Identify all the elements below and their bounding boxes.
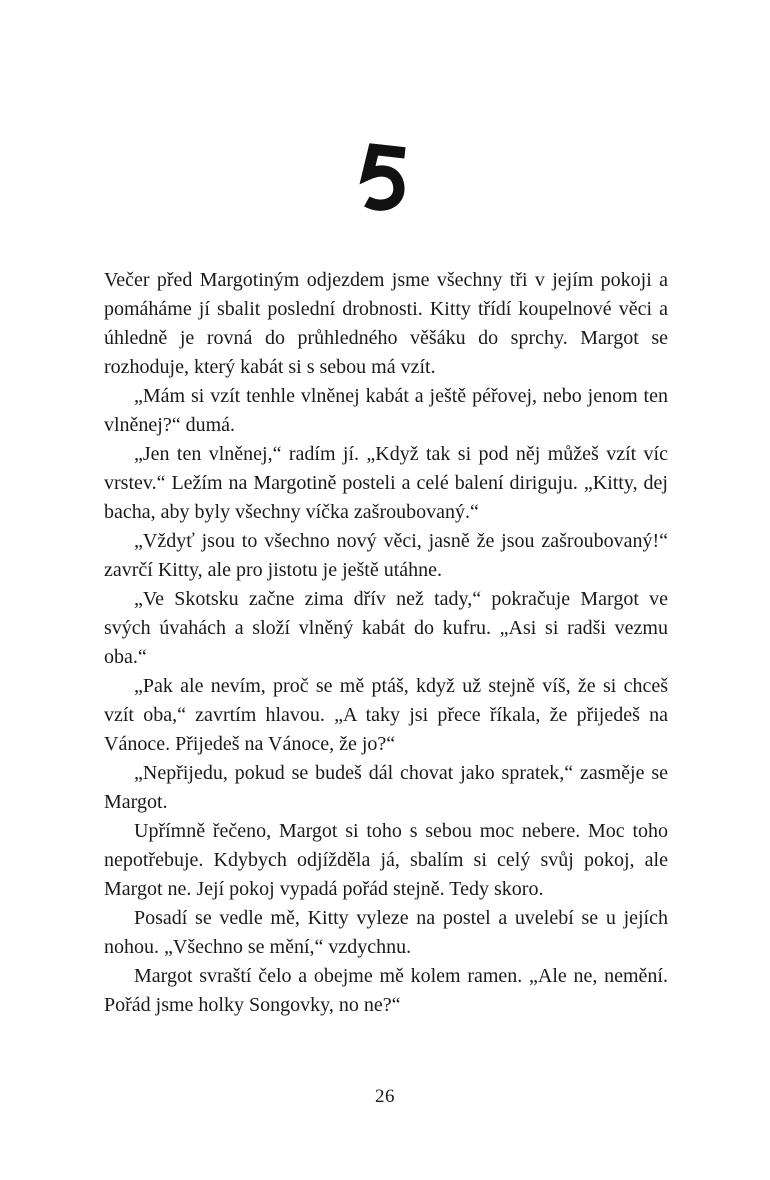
paragraph: „Nepřijedu, pokud se budeš dál chovat jako spratek,“ zasměje se Margot.	[104, 762, 668, 813]
paragraph: Večer před Margotiným odjezdem jsme všechny tři v jejím pokoji a pomáháme jí sbalit poslední drobnosti. Kitty třídí koupelnové věci a úhledně je rovná do průhledného věšáku do sprchy. Margot se rozhoduje, který kabát si s sebou má vzít.	[104, 269, 668, 378]
handwritten-five-figure	[359, 142, 411, 214]
paragraph: „Mám si vzít tenhle vlněnej kabát a ještě péřovej, nebo jenom ten vlněnej?“ dumá.	[104, 385, 668, 436]
page-number: 26	[375, 1086, 395, 1107]
body-text	[104, 266, 668, 1020]
paragraph: „Pak ale nevím, proč se mě ptáš, když už stejně víš, že si chceš vzít oba,“ zavrtím hlavou. „A taky jsi přece říkala, že přijedeš na Vánoce. Přijedeš na Vánoce, že jo?“	[104, 675, 668, 755]
chapter-number	[0, 142, 770, 219]
paragraph: „Vždyť jsou to všechno nový věci, jasně že jsou zašroubovaný!“ zavrčí Kitty, ale pro jistotu je ještě utáhne.	[104, 530, 668, 581]
paragraph: „Jen ten vlněnej,“ radím jí. „Když tak si pod něj můžeš vzít víc vrstev.“ Ležím na Margotině posteli a celé balení diriguju. „Kitty, dej bacha, aby byly všechny víčka zašroubovaný.“	[104, 443, 668, 523]
paragraph: Margot svraští čelo a obejme mě kolem ramen. „Ale ne, nemění. Pořád jsme holky Songovky, no ne?“	[104, 965, 668, 1016]
paragraph: Upřímně řečeno, Margot si toho s sebou moc nebere. Moc toho nepotřebuje. Kdybych odjížděla já, sbalím si celý svůj pokoj, ale Margot ne. Její pokoj vypadá pořád stejně. Tedy skoro.	[104, 820, 668, 900]
paragraph: Posadí se vedle mě, Kitty vyleze na postel a uvelebí se u jejích nohou. „Všechno se mění,“ vzdychnu.	[104, 907, 668, 958]
paragraph: „Ve Skotsku začne zima dřív než tady,“ pokračuje Margot ve svých úvahách a složí vlněný kabát do kufru. „Asi si radši vezmu oba.“	[104, 588, 668, 668]
